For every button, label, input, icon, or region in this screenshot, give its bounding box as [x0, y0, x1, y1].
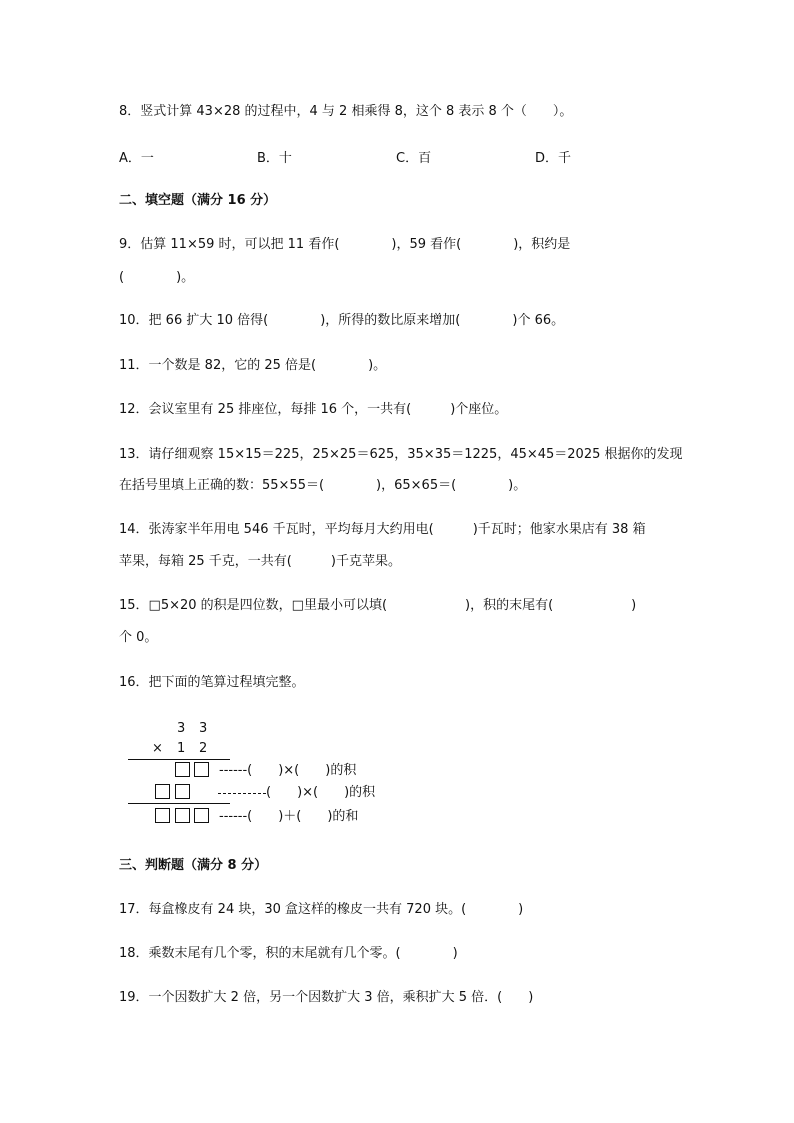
q8-option-b: B．十 — [257, 151, 292, 166]
answer-box[interactable] — [175, 762, 190, 777]
q8-option-c: C．百 — [396, 151, 432, 166]
row3-label: ------( )＋( )的和 — [219, 809, 359, 824]
question-13-line1: 13．请仔细观察 15×15＝225，25×25＝625，35×35＝1225，45×45＝2025 根据你的发现 — [119, 447, 683, 462]
question-18: 18．乘数末尾有几个零，积的末尾就有几个零。( ) — [119, 946, 458, 961]
question-9-line1: 9．估算 11×59 时，可以把 11 看作( )，59 看作( )，积约是 — [119, 237, 571, 252]
question-9-line2: ( )。 — [119, 270, 195, 285]
calc-rule-bottom — [128, 803, 230, 804]
q8-option-d: D．千 — [535, 151, 572, 166]
multiply-sign: × — [152, 741, 163, 756]
calc-rule-top — [128, 759, 230, 760]
question-13-line2: 在括号里填上正确的数：55×55＝( )，65×65＝( )。 — [119, 478, 527, 493]
answer-box[interactable] — [194, 808, 209, 823]
section-3-title: 三、判断题（满分 8 分） — [119, 858, 268, 873]
answer-box[interactable] — [155, 808, 170, 823]
answer-box[interactable] — [194, 762, 209, 777]
answer-box[interactable] — [175, 784, 190, 799]
question-10: 10．把 66 扩大 10 倍得( )，所得的数比原来增加( )个 66。 — [119, 313, 565, 328]
row1-label: ------( )×( )的积 — [219, 763, 357, 778]
q8-option-a: A．一 — [119, 151, 154, 166]
question-12: 12．会议室里有 25 排座位，每排 16 个，一共有( )个座位。 — [119, 402, 508, 417]
question-15-line1: 15．□5×20 的积是四位数，□里最小可以填( )，积的末尾有( ) — [119, 598, 637, 613]
question-17: 17．每盒橡皮有 24 块，30 盒这样的橡皮一共有 720 块。( ) — [119, 902, 524, 917]
answer-box[interactable] — [175, 808, 190, 823]
multiplier-digit-tens: 1 — [177, 741, 186, 756]
question-19: 19．一个因数扩大 2 倍，另一个因数扩大 3 倍，乘积扩大 5 倍．( ) — [119, 990, 534, 1005]
multiplicand-digit-ones: 3 — [199, 721, 208, 736]
question-14-line2: 苹果，每箱 25 千克，一共有( )千克苹果。 — [119, 554, 401, 569]
question-16: 16．把下面的笔算过程填完整。 — [119, 675, 305, 690]
row2-dash — [218, 793, 266, 794]
question-14-line1: 14．张涛家半年用电 546 千瓦时，平均每月大约用电( )千瓦时；他家水果店有 38 箱 — [119, 522, 646, 537]
question-15-line2: 个 0。 — [119, 630, 158, 645]
question-8: 8．竖式计算 43×28 的过程中，4 与 2 相乘得 8，这个 8 表示 8 个（ ）。 — [119, 104, 573, 119]
multiplier-digit-ones: 2 — [199, 741, 208, 756]
section-2-title: 二、填空题（满分 16 分） — [119, 193, 277, 208]
answer-box[interactable] — [155, 784, 170, 799]
question-11: 11．一个数是 82，它的 25 倍是( )。 — [119, 358, 387, 373]
row2-label: ( )×( )的积 — [266, 785, 376, 800]
multiplicand-digit-tens: 3 — [177, 721, 186, 736]
